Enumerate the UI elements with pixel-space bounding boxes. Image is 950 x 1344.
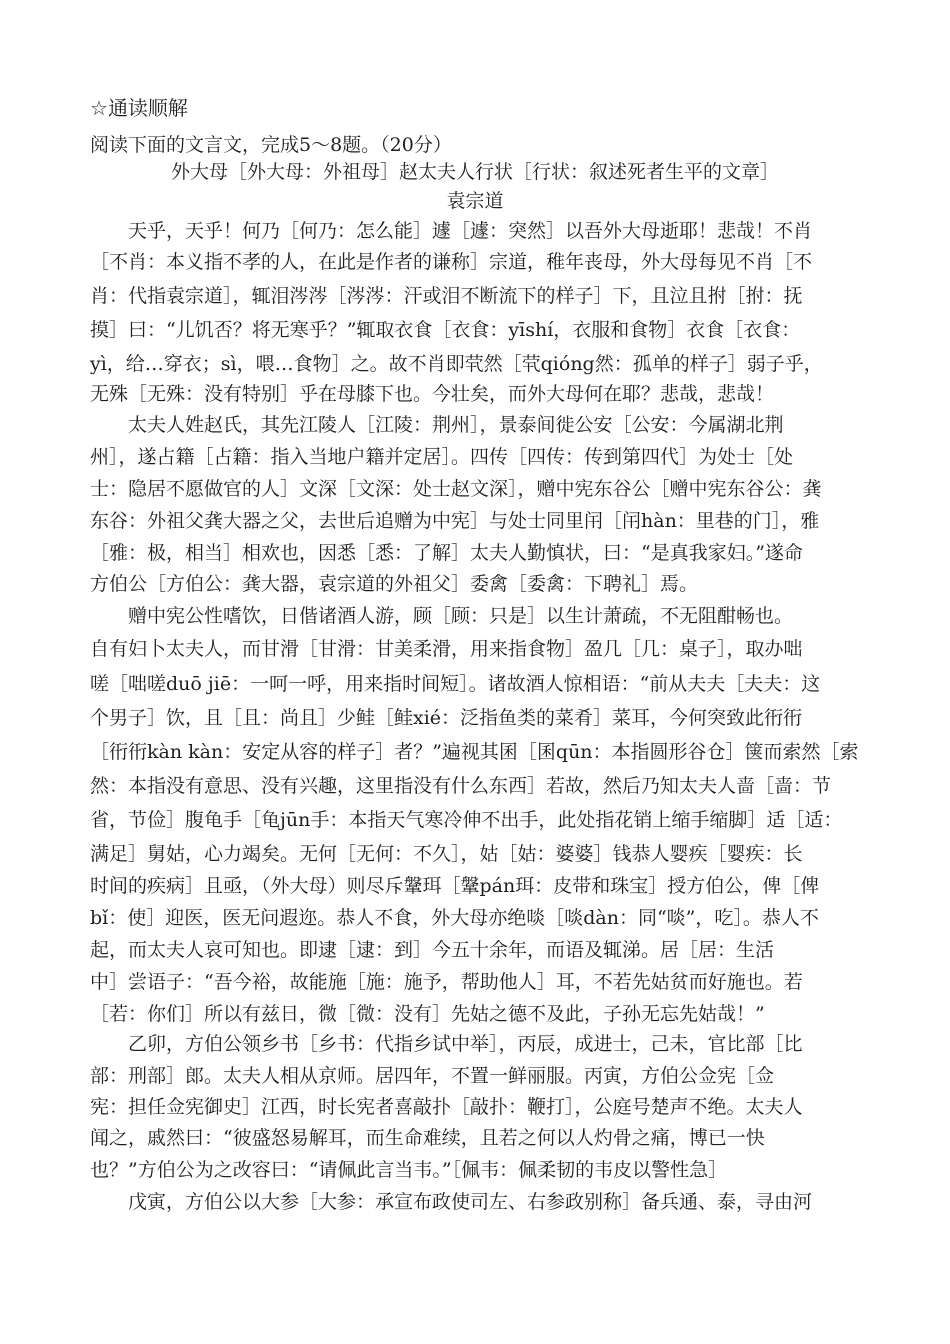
text-line: 肖：代指袁宗道］，辄泪涔涔［涔涔：汗或泪不断流下的样子］下，且泣且拊［拊：抚 bbox=[90, 285, 803, 307]
text-line: 天乎，天乎！何乃［何乃：怎么能］遽［遽：突然］以吾外大母逝耶！悲哉！不肖 bbox=[128, 220, 813, 242]
article-title: 外大母［外大母：外祖母］赵太夫人行状［行状：叙述死者生平的文章］ bbox=[170, 161, 779, 183]
text-line: yì，给…穿衣；sì，喂…食物］之。故不肖即茕然［茕qióng然：孤单的样子］弱子乎， bbox=[90, 353, 823, 375]
text-line: 太夫人姓赵氏，其先江陵人［江陵：荆州］，景泰间徙公安［公安：今属湖北荆 bbox=[128, 414, 784, 436]
text-line: bǐ：使］迎医，医无问遐迩。恭人不食，外大母亦绝啖［啖dàn：同“啖”，吃］。恭人不 bbox=[90, 907, 819, 929]
text-line: 自有妇卜太夫人，而甘滑［甘滑：甘美柔滑，用来指食物］盈几［几：桌子］，取办咄 bbox=[90, 638, 803, 660]
text-line: 宪：担任佥宪御史］江西，时长宪者喜敲扑［敲扑：鞭打］，公庭号楚声不绝。太夫人 bbox=[90, 1096, 803, 1118]
text-line: 也？”方伯公为之改容曰：“请佩此言当韦。”［佩韦：佩柔韧的韦皮以警性急］ bbox=[90, 1159, 728, 1181]
text-line: 赠中宪公性嗜饮，日偕诸酒人游，顾［顾：只是］以生计萧疏，不无阻酣畅也。 bbox=[128, 605, 794, 627]
text-line: 方伯公［方伯公：龚大器，袁宗道的外祖父］委禽［委禽：下聘礼］焉。 bbox=[90, 573, 699, 595]
text-line: 闻之，戚然曰：“彼盛怒易解耳，而生命难续，且若之何以人灼骨之痛，博已一快 bbox=[90, 1127, 765, 1149]
section-heading bbox=[90, 96, 188, 120]
text-line: 摸］曰：“儿饥否？将无寒乎？”辄取衣食［衣食：yīshí，衣服和食物］衣食［衣食： bbox=[90, 319, 801, 341]
star-icon: ☆ bbox=[90, 96, 108, 120]
text-line: ［衎衎kàn kàn：安定从容的样子］者？”遍视其囷［囷qūn：本指圆形谷仓］箧而索然［索 bbox=[90, 741, 859, 763]
text-line: ［雅：极，相当］相欢也，因悉［悉：了解］太夫人勤慎状，曰：“是真我家妇。”遂命 bbox=[90, 542, 803, 564]
text-line: 起，而太夫人哀可知也。即逮［逮：到］今五十余年，而语及辄涕。居［居：生活 bbox=[90, 939, 775, 961]
text-line: 省，节俭］腹龟手［龟jūn手：本指天气寒冷伸不出手，此处指花销上缩手缩脚］适［适： bbox=[90, 809, 843, 831]
text-line: ［不肖：本义指不孝的人，在此是作者的谦称］宗道，稚年丧母，外大母每见不肖［不 bbox=[90, 251, 813, 273]
text-line: 州］，遂占籍［占籍：指入当地户籍并定居］。四传［四传：传到第四代］为处士［处 bbox=[90, 446, 794, 468]
text-line: 东谷：外祖父龚大器之父，去世后追赠为中宪］与处士同里闬［闬hàn：里巷的门］，雅 bbox=[90, 510, 820, 532]
text-line: 部：刑部］郎。太夫人相从京师。居四年，不置一鲜丽服。丙寅，方伯公佥宪［佥 bbox=[90, 1065, 775, 1087]
text-line: 然：本指没有意思、没有兴趣，这里指没有什么东西］若故，然后乃知太夫人啬［啬：节 bbox=[90, 775, 832, 797]
text-line: 乙卯，方伯公领乡书［乡书：代指乡试中举］，丙辰，成进士，己未，官比部［比 bbox=[128, 1033, 803, 1055]
text-line: 士：隐居不愿做官的人］文深［文深：处士赵文深］，赠中宪东谷公［赠中宪东谷公：龚 bbox=[90, 478, 822, 500]
question-intro: 阅读下面的文言文，完成5～8题。（20分） bbox=[90, 134, 452, 156]
text-line: 个男子］饮，且［且：尚且］少鲑［鲑xié：泛指鱼类的菜肴］菜耳，今何突致此衎衎 bbox=[90, 707, 803, 729]
text-line: 嗟［咄嗟duō jiē：一呵一呼，用来指时间短］。诸故酒人惊相语：“前从夫夫［夫夫：这 bbox=[90, 673, 821, 695]
text-line: 戊寅，方伯公以大参［大参：承宣布政使司左、右参政别称］备兵通、泰，寻由河 bbox=[128, 1191, 813, 1213]
text-line: ［若：你们］所以有兹日，微［微：没有］先姑之德不及此，子孙无忘先姑哉！” bbox=[90, 1003, 765, 1025]
text-line: 时间的疾病］且亟，（外大母）则尽斥鞶珥［鞶pán珥：皮带和珠宝］授方伯公，俾［俾 bbox=[90, 875, 820, 897]
article-author: 袁宗道 bbox=[446, 190, 504, 212]
section-title: 通读顺解 bbox=[107, 96, 188, 120]
text-line: 中］尝语子：“吾今裕，故能施［施：施予，帮助他人］耳，不若先姑贫而好施也。若 bbox=[90, 971, 803, 993]
text-line: 满足］舅姑，心力竭矣。无何［无何：不久］，姑［姑：婆婆］钱恭人婴疾［婴疾：长 bbox=[90, 843, 803, 865]
text-line: 无殊［无殊：没有特别］乎在母膝下也。今壮矣，而外大母何在耶？悲哉，悲哉！ bbox=[90, 383, 775, 405]
